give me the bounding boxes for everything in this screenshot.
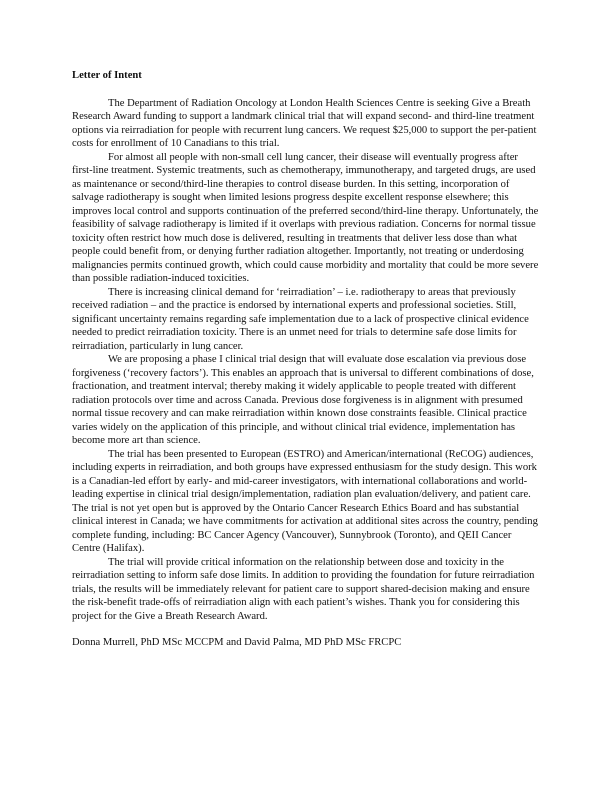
paragraph-5: The trial has been presented to European (ESTRO) and American/international (ReCOG) audiences, including experts in reirradiation, and both groups have expressed enthusiasm for the study design. This work is a Canadian-led effort by early- and mid-career investigators, with international collaborations and world-leading expertise in clinical trial design/implementation, radiation plan evaluation/delivery, and patient care. The trial is not yet open but is approved by the Ontario Cancer Research Ethics Board and has substantial clinical interest in Canada; we have commitments for activation at additional sites across the country, pending complete funding, including: BC Cancer Agency (Vancouver), Sunnybrook (Toronto), and QEII Cancer Centre (Halifax). [72, 448, 538, 554]
paragraph-6: The trial will provide critical information on the relationship between dose and toxicity in the reirradiation setting to inform safe dose limits. In addition to providing the foundation for future reirradiation trials, the results will be immediately relevant for patient care to support shared-decision making and ensure the risk-benefit trade-offs of reirradiation align with each patient’s wishes. Thank you for considering this project for the Give a Breath Research Award. [72, 556, 535, 622]
paragraph-2: For almost all people with non-small cell lung cancer, their disease will eventually progress after first-line treatment. Systemic treatments, such as chemotherapy, immunotherapy, and targeted drugs, are used as maintenance or second/third-line therapies to control disease burden. In this setting, incorporation of salvage radiotherapy is sought when limited lesions progress despite excellent response elsewhere; this improves local control and supports continuation of the preferred second/third-line therapy. Unfortunately, the feasibility of salvage radiotherapy is limited if it overlaps with previous radiation. Concerns for normal tissue toxicity often restrict how much dose is delivered, resulting in treatments that deliver less dose than what people could benefit from, or denying further radiation altogether. Importantly, not treating or underdosing malignancies permits continued growth, which could cause morbidity and mortality that could be more severe than possible radiation-induced toxicities. [72, 151, 539, 284]
signature-line: Donna Murrell, PhD MSc MCCPM and David Palma, MD PhD MSc FRCPC [72, 637, 402, 648]
paragraph-4: We are proposing a phase I clinical trial design that will evaluate dose escalation via previous dose forgiveness (‘recovery factors’). This enables an approach that is universal to different combinations of dose, fractionation, and treatment interval; thereby making it widely applicable to people treated with different radiation protocols over time and across Canada. Previous dose forgiveness is in alignment with presumed normal tissue recovery and can make reirradiation within known dose constraints feasible. Clinical practice varies widely on the application of this principle, and without clinical trial evidence, implementation has become more art than science. [72, 354, 534, 446]
paragraph-3: There is increasing clinical demand for ‘reirradiation’ – i.e. radiotherapy to areas that previously received radiation – and the practice is endorsed by international experts and professional societies. Still, significant uncertainty remains regarding safe implementation due to a lack of prospective clinical evidence needed to predict reirradiation toxicity. There is an unmet need for trials to determine safe dose limits for reirradiation, particularly in lung cancer. [72, 286, 529, 352]
letter-body [72, 69, 540, 650]
paragraph-1: The Department of Radiation Oncology at London Health Sciences Centre is seeking Give a Breath Research Award funding to support a landmark clinical trial that will expand second- and third-line treatment options via reirradiation for people with recurrent lung cancers. We request $25,000 to support the per-patient costs for enrollment of 10 Canadians to this trial. [72, 97, 537, 149]
letter-title: Letter of Intent [72, 70, 142, 81]
